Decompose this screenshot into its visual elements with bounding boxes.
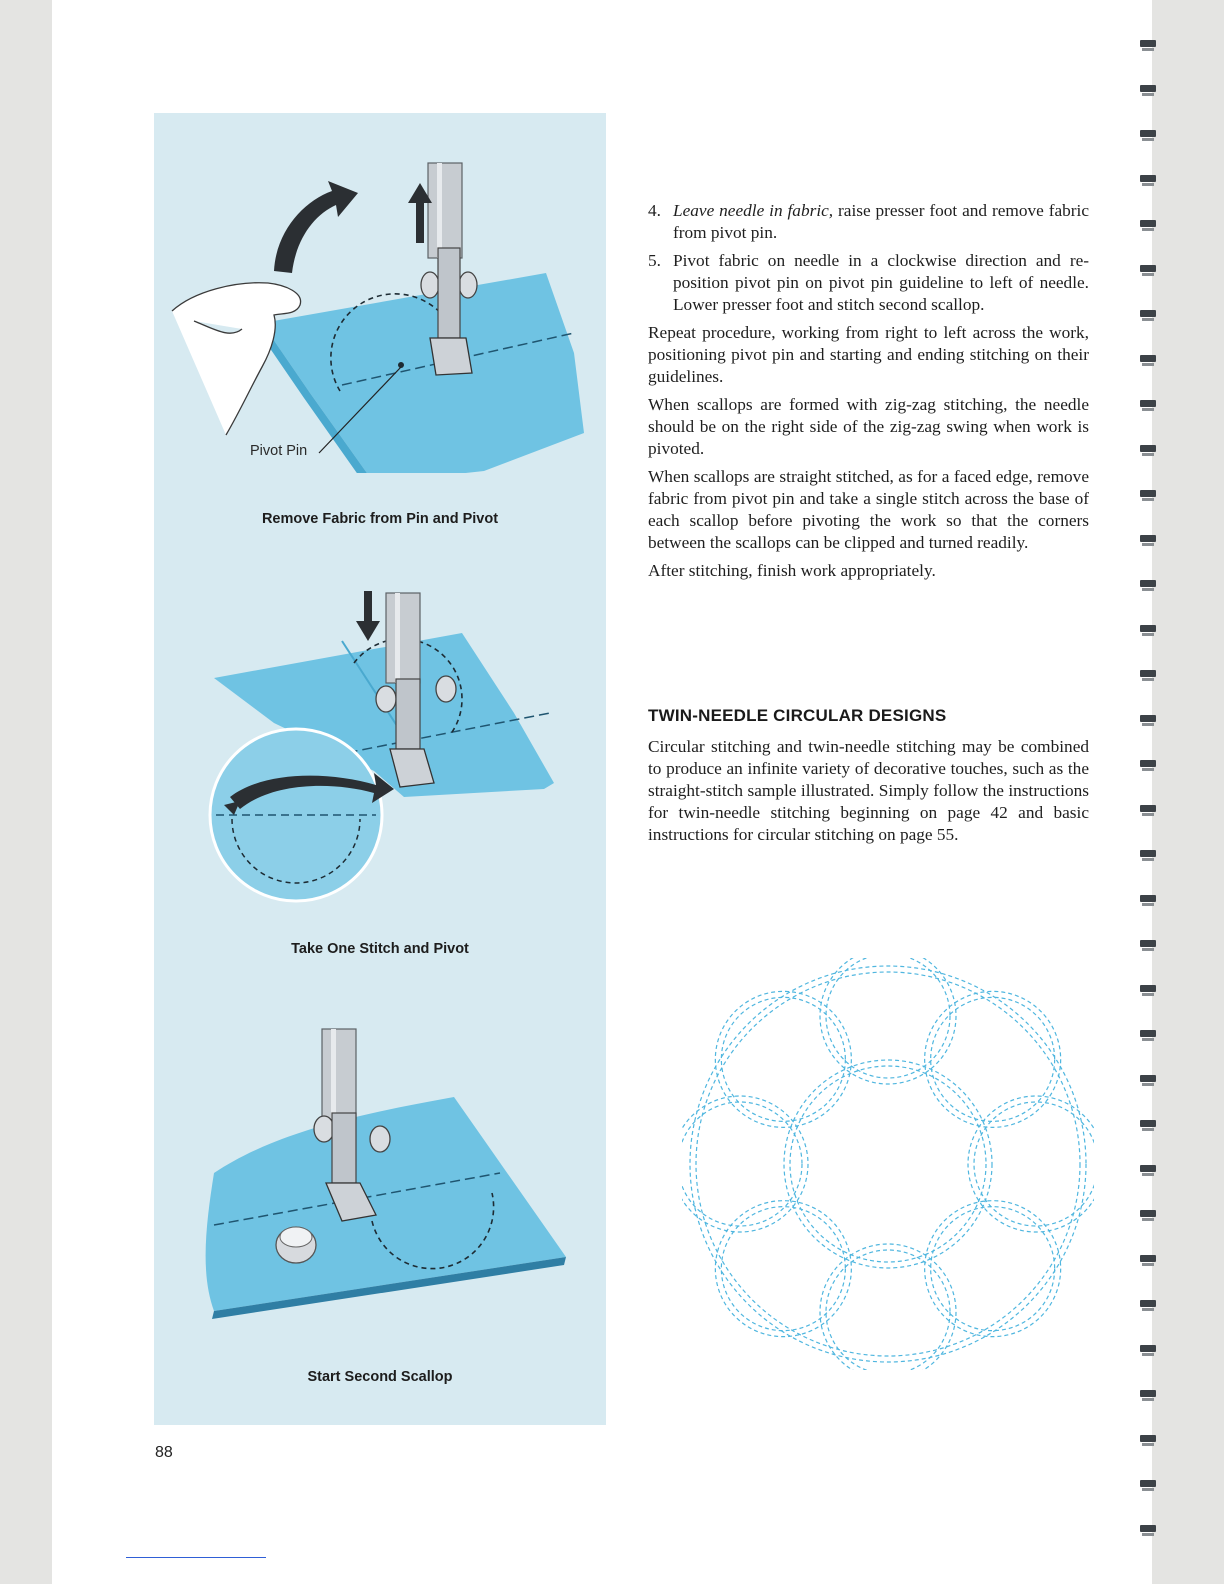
binding-slot bbox=[1140, 760, 1156, 767]
ring-stitch-circle bbox=[925, 1201, 1061, 1337]
take-stitch-illustration bbox=[154, 583, 606, 923]
binding-slot bbox=[1140, 715, 1156, 722]
outer-stitch-circle bbox=[696, 972, 1080, 1356]
binding-slot bbox=[1140, 1480, 1156, 1487]
paragraph-finish: After stitching, finish work appropriately. bbox=[648, 561, 936, 580]
binding-slot bbox=[1140, 850, 1156, 857]
inner-stitch-circle bbox=[784, 1060, 992, 1268]
ring-stitch-circle bbox=[682, 1096, 808, 1232]
ring-stitch-circle bbox=[826, 958, 950, 1078]
binding-slot bbox=[1140, 175, 1156, 182]
ring-stitch-circle bbox=[682, 1102, 802, 1226]
binding-slot bbox=[1140, 400, 1156, 407]
start-scallop-illustration bbox=[154, 1023, 606, 1353]
binding-slot bbox=[1140, 220, 1156, 227]
curved-pivot-arrow-icon bbox=[274, 181, 358, 273]
page-number: 88 bbox=[155, 1444, 173, 1461]
binding-slot bbox=[1140, 265, 1156, 272]
presser-foot bbox=[430, 338, 472, 375]
ring-stitch-circle bbox=[925, 991, 1061, 1127]
remove-fabric-illustration bbox=[154, 153, 606, 473]
ring-stitch-circle bbox=[715, 991, 851, 1127]
step-5-text: Pivot fabric on needle in a clockwise direction and re-position pivot pin on pivot pin guideline to left of needle. Lower presser foot and stitch second scallop. bbox=[673, 251, 1089, 314]
pivot-pin-label: Pivot Pin bbox=[250, 443, 308, 459]
binding-slot bbox=[1140, 1030, 1156, 1037]
binding-slot bbox=[1140, 490, 1156, 497]
illustration-panel bbox=[154, 113, 606, 1425]
binding-slot bbox=[1140, 580, 1156, 587]
paragraph-straight: When scallops are straight stitched, as for a faced edge, remove fabric from pivot pin and take a single stitch across the base of each scallop before pivoting the work so that the corners between the scallops can be clipped and turned readily. bbox=[648, 467, 1089, 552]
ring-stitch-circle bbox=[715, 1201, 851, 1337]
paragraph-zigzag: When scallops are formed with zig-zag stitching, the needle should be on the right side of the zig-zag swing when work is pivoted. bbox=[648, 395, 1089, 458]
section-paragraph: Circular stitching and twin-needle stitching may be combined to produce an infinite variety of decorative touches, such as the straight-stitch sample illustrated. Simply follow the instructions for twin-needle stitching beginning on page 42 and basic instructions for circular stitching on page 55. bbox=[648, 737, 1089, 844]
ring-stitch-circle bbox=[721, 1207, 845, 1331]
binding-slot bbox=[1140, 670, 1156, 677]
binding-slot bbox=[1140, 985, 1156, 992]
binding-slot bbox=[1140, 805, 1156, 812]
binding-slot bbox=[1140, 535, 1156, 542]
ring-stitch-circle bbox=[968, 1096, 1094, 1232]
footer-rule bbox=[126, 1557, 266, 1558]
binding-slot bbox=[1140, 1120, 1156, 1127]
binding-slot bbox=[1140, 940, 1156, 947]
binding-slot bbox=[1140, 310, 1156, 317]
presser-thumbscrew bbox=[421, 272, 439, 298]
binding-slot bbox=[1140, 130, 1156, 137]
binding-slot bbox=[1140, 40, 1156, 47]
inner-stitch-circle bbox=[790, 1066, 986, 1262]
binding-slot bbox=[1140, 1075, 1156, 1082]
step-5: 5. Pivot fabric on needle in a clockwise direction and re-position pivot pin on pivot pin guideline to left of needle. Lower presser foot and stitch second scallop. bbox=[648, 251, 1089, 314]
binding-slot bbox=[1140, 625, 1156, 632]
binding-slot bbox=[1140, 85, 1156, 92]
step-4-emphasis: Leave needle in fabric, bbox=[673, 201, 834, 220]
ring-stitch-circle bbox=[721, 997, 845, 1121]
binding-slot bbox=[1140, 1255, 1156, 1262]
twin-needle-circular-design bbox=[682, 958, 1094, 1370]
ring-stitch-circle bbox=[931, 997, 1055, 1121]
binding-slot bbox=[1140, 1390, 1156, 1397]
section-heading: TWIN-NEEDLE CIRCULAR DESIGNS bbox=[648, 706, 947, 725]
caption-start-scallop: Start Second Scallop bbox=[307, 1369, 453, 1385]
binding-slot bbox=[1140, 1345, 1156, 1352]
binding-slot bbox=[1140, 1525, 1156, 1532]
outer-stitch-circle bbox=[690, 966, 1086, 1362]
binding-slot bbox=[1140, 1300, 1156, 1307]
fabric-piece bbox=[262, 273, 584, 473]
spiral-binding bbox=[1128, 0, 1158, 1584]
needle-bar bbox=[428, 163, 462, 258]
binding-slot bbox=[1140, 895, 1156, 902]
binding-slot bbox=[1140, 1435, 1156, 1442]
needle-bar bbox=[322, 1029, 356, 1119]
step-4: 4. Leave needle in fabric, raise presser foot and remove fabric from pivot pin. bbox=[648, 201, 1089, 242]
step-4-text: raise presser foot and remove fabric from pivot pin. bbox=[673, 201, 1089, 242]
caption-take-stitch: Take One Stitch and Pivot bbox=[291, 941, 469, 957]
caption-remove-fabric: Remove Fabric from Pin and Pivot bbox=[261, 511, 499, 527]
lower-arrow-icon bbox=[356, 591, 380, 641]
paragraph-repeat: Repeat procedure, working from right to left across the work, positioning pivot pin and starting and ending stitching on their guidelines. bbox=[648, 323, 1089, 386]
instructions-column bbox=[648, 200, 1089, 588]
binding-slot bbox=[1140, 1210, 1156, 1217]
ring-stitch-circle bbox=[931, 1207, 1055, 1331]
binding-slot bbox=[1140, 445, 1156, 452]
binding-slot bbox=[1140, 1165, 1156, 1172]
needle-bar bbox=[386, 593, 420, 683]
binding-slot bbox=[1140, 355, 1156, 362]
presser-foot-shank bbox=[438, 248, 460, 338]
